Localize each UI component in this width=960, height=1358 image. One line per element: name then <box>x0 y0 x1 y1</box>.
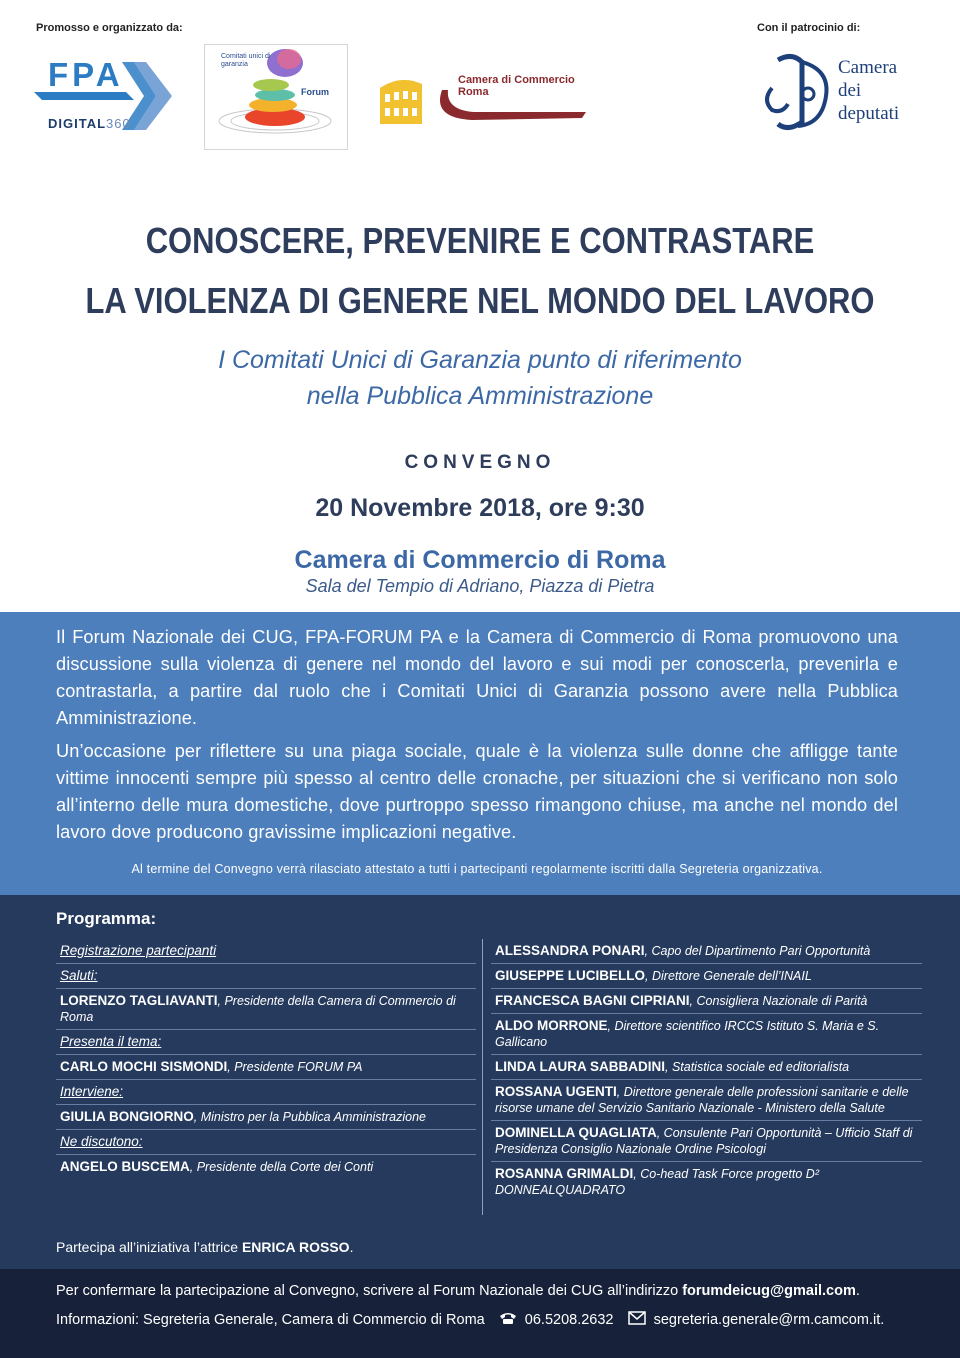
camera-emblem-icon <box>758 52 834 136</box>
program-heading-registration: Registrazione partecipanti <box>56 939 476 964</box>
camera-logo-text: Camera dei deputati <box>838 57 900 124</box>
info-email-link[interactable]: segreteria.generale@rm.camcom.it. <box>653 1311 885 1328</box>
program-title: Programma: <box>56 909 157 928</box>
confirm-line: Per confermare la partecipazione al Convegno, scrivere al Forum Nazionale dei CUG all’indirizzo forumdeicug@gmail.com. <box>56 1283 860 1299</box>
subtitle <box>0 342 960 414</box>
program-guest-note: Partecipa all’iniziativa l’attrice ENRICA ROSSO. <box>56 1239 354 1255</box>
speaker-quagliata: DOMINELLA QUAGLIATA, Consulente Pari Opportunità – Ufficio Staff di Presidenza Consiglio Nazionale Ordine Psicologi <box>491 1121 922 1162</box>
event-venue: Camera di Commercio di Roma <box>294 546 666 574</box>
event-venue-room: Sala del Tempio di Adriano, Piazza di Pietra <box>305 576 655 596</box>
cug-forum-logo <box>204 44 348 150</box>
certificate-note: Al termine del Convegno verrà rilasciato attestato a tutti i partecipanti regolarmente iscritti dalla Segreteria organizzativa. <box>131 862 823 876</box>
mail-icon <box>628 1311 646 1329</box>
speaker-mochi-sismondi: CARLO MOCHI SISMONDI, Presidente FORUM PA <box>56 1055 476 1080</box>
cug-logo-forum: Forum <box>301 87 329 97</box>
main-title-line-2: LA VIOLENZA DI GENERE NEL MONDO DEL LAVORO <box>85 280 875 321</box>
info-line <box>56 1311 884 1329</box>
speaker-buscema: ANGELO BUSCEMA, Presidente della Corte dei Conti <box>60 1159 374 1174</box>
intro-section <box>0 612 960 895</box>
program-heading-presents: Presenta il tema: <box>56 1030 476 1055</box>
speaker-bongiorno: GIULIA BONGIORNO, Ministro per la Pubblica Amministrazione <box>56 1105 476 1130</box>
contact-footer <box>0 1269 960 1358</box>
speaker-ponari: ALESSANDRA PONARI, Capo del Dipartimento Pari Opportunità <box>491 939 922 964</box>
ccr-logo-text: Camera di Commercio Roma <box>458 74 575 98</box>
fpa-logo-text: FPA <box>48 56 124 93</box>
camera-commercio-logo <box>432 66 592 128</box>
promo-label: Promosso e organizzato da: <box>36 22 183 34</box>
confirm-email-link[interactable]: forumdeicug@gmail.com <box>682 1283 856 1299</box>
patron-label: Con il patrocinio di: <box>757 22 861 34</box>
camera-deputati-logo <box>758 52 928 136</box>
speaker-lucibello: GIUSEPPE LUCIBELLO, Direttore Generale dell’INAIL <box>491 964 922 989</box>
program-right-column <box>482 939 922 1215</box>
subtitle-line-1: I Comitati Unici di Garanzia punto di riferimento <box>218 346 742 374</box>
phone-icon <box>499 1311 517 1329</box>
speaker-sabbadini: LINDA LAURA SABBADINI, Statistica sociale ed editorialista <box>491 1055 922 1080</box>
intro-paragraph-1: Il Forum Nazionale dei CUG, FPA-FORUM PA e la Camera di Commercio di Roma promuovono una discussione sulla violenza di genere nel mondo del lavoro e sui modi per conoscerla, prevenirla e contrastarla, a partire dal ruolo che i Comitati Unici di Garanzia possono avere nella Pubblica Amministrazione. <box>56 627 898 728</box>
fpa-logo <box>34 56 174 140</box>
program-heading-greetings: Saluti: <box>56 964 476 989</box>
cug-logo-caption: Comitati unici di garanzia <box>221 53 271 68</box>
logo-header <box>0 0 960 180</box>
fpa-digital-text: DIGITAL360 <box>48 116 131 131</box>
subtitle-line-2: nella Pubblica Amministrazione <box>306 382 654 410</box>
event-type: CONVEGNO <box>404 452 556 473</box>
phone-number[interactable]: 06.5208.2632 <box>524 1311 614 1328</box>
speaker-ugenti: ROSSANA UGENTI, Direttore generale delle professioni sanitarie e delle risorse umane del Servizio Sanitario Nazionale - Ministero della Salute <box>491 1080 922 1121</box>
speaker-morrone: ALDO MORRONE, Direttore scientifico IRCCS Istituto S. Maria e S. Gallicano <box>491 1014 922 1055</box>
speaker-grimaldi: ROSANNA GRIMALDI, Co-head Task Force progetto D² DONNEALQUADRATO <box>495 1166 819 1197</box>
program-heading-discuss: Ne discutono: <box>56 1130 476 1155</box>
program-left-column <box>56 939 476 1179</box>
info-text: Informazioni: Segreteria Generale, Camera di Commercio di Roma <box>56 1311 485 1328</box>
main-title-line-1: CONOSCERE, PREVENIRE E CONTRASTARE <box>145 220 815 261</box>
program-section <box>0 895 960 1269</box>
colosseum-icon <box>376 70 426 126</box>
intro-paragraph-2: Un’occasione per riflettere su una piaga sociale, quale è la violenza sulle donne che affligge tante vittime innocenti sempre più spesso al centro delle cronache, per situazioni che si verificano non solo all’interno delle mura domestiche, dove purtroppo spesso rimangono chiuse, ma anche nel mondo del lavoro dove producono gravissime implicazioni negative. <box>56 741 898 842</box>
program-heading-speaks: Interviene: <box>56 1080 476 1105</box>
speaker-bagni-cipriani: FRANCESCA BAGNI CIPRIANI, Consigliera Nazionale di Parità <box>491 989 922 1014</box>
event-date: 20 Novembre 2018, ore 9:30 <box>315 494 645 522</box>
speaker-tagliavanti: LORENZO TAGLIAVANTI, Presidente della Camera di Commercio di Roma <box>56 989 476 1030</box>
